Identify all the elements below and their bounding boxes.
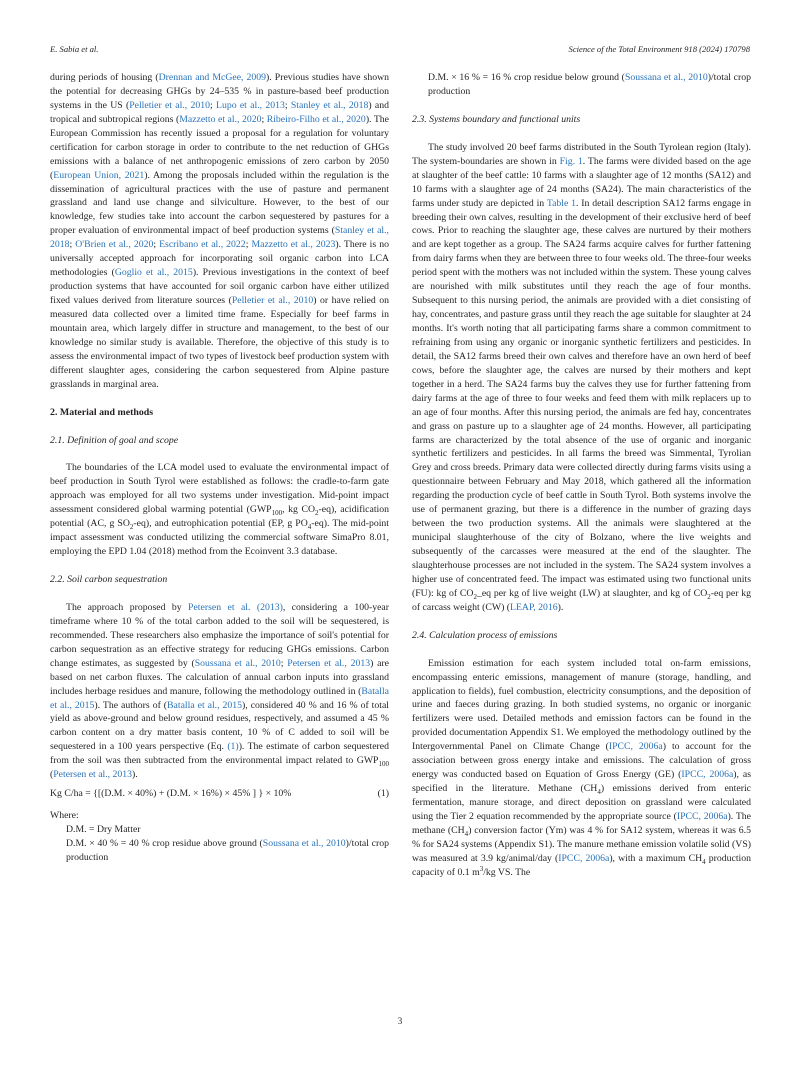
equation-1-formula: Kg C/ha = {[(D.M. × 40%) + (D.M. × 16%) × 45% ] } × 10% bbox=[50, 788, 292, 800]
citation-link[interactable]: IPCC, 2006a bbox=[676, 810, 728, 822]
section-2-2-paragraph: The approach proposed by Petersen et al. (2013), considering a 100-year timeframe where 10 % of the total carbon added to the soil will be sequestered, is recommended. These researchers also emphasize the importance of soil's potential for carbon sequestration as an effective strategy for reducing GHGs emissions. Carbon change estimates, as suggested by (Soussana et al., 2010; Petersen et al., 2013) are based on net carbon fluxes. The calculation of annual carbon inputs into grassland includes herbage residues and manure, following the methodology outlined in (Batalla et al., 2015). The authors of (Batalla et al., 2015), considered 40 % and 16 % of total yield as above-ground and below ground residues, respectively, and assumed a 45 % carbon content on a dry matter basis content, 10 % of C added to soil will be sequestered in a 100 years perspective (Eq. (1)). The estimate of carbon sequestered from the soil was then subtracted from the environmental impact related to $GWP_{100}$ (Petersen et al., 2013). bbox=[50, 601, 389, 781]
definition-dry-matter: D.M. = Dry Matter bbox=[66, 824, 141, 836]
citation-link[interactable]: Ribeiro-Filho et al., 2020 bbox=[266, 113, 366, 125]
section-2-2-heading: 2.2. Soil carbon sequestration bbox=[50, 574, 168, 585]
definition-below-ground-residue: D.M. × 16 % = 16 % crop residue below ground (Soussana et al., 2010)/total crop production bbox=[428, 72, 751, 97]
citation-link[interactable]: O'Brien et al., 2020 bbox=[75, 239, 154, 251]
citation-link[interactable]: Goglio et al., 2015 bbox=[114, 267, 193, 279]
section-2-1-heading: 2.1. Definition of goal and scope bbox=[50, 434, 179, 446]
citation-link[interactable]: Petersen et al., 2013 bbox=[53, 769, 133, 781]
citation-link[interactable]: Soussana et al., 2010 bbox=[194, 657, 281, 669]
citation-link[interactable]: Escribano et al., 2022 bbox=[159, 239, 246, 251]
citation-link[interactable]: Pelletier et al., 2010 bbox=[129, 99, 210, 111]
right-column bbox=[412, 71, 751, 880]
citation-link[interactable]: (1) bbox=[227, 741, 239, 753]
equation-1-number: (1) bbox=[377, 788, 389, 800]
intro-continuation-paragraph: during periods of housing (Drennan and McGee, 2009). Previous studies have shown the potential for decreasing GHGs by 24–535 % in pasture-based beef production systems in the US (Pelletier et al., 2010; Lupo et al., 2013; Stanley et al., 2018) and tropical and subtropical regions (Mazzetto et al., 2020; Ribeiro-Filho et al., 2020). The European Commission has recently issued a proposal for a regulation for voluntary certification for carbon storage in order to contribute to the net reduction of GHGs emissions with a balance of net anthropogenic emissions of zero carbon by 2050 (European Union, 2021). Among the proposals included within the regulation is the dissemination of agricultural practices with the use of pasture and permanent grassland and land use change and silviculture. However, to the best of our knowledge, few studies take into account the carbon sequestered by pastures for a proper evaluation of environmental impact of beef production systems (Stanley et al., 2018; O'Brien et al., 2020; Escribano et al., 2022; Mazzetto et al., 2023). There is no universally accepted approach for incorporating soil organic carbon into LCA methodologies (Goglio et al., 2015). Previous investigations in the context of beef production systems that have accounted for soil organic carbon have either utilized fixed values derived from literature sources (Pelletier et al., 2010) or have relied on measured data collected over a limited time frame. Especially for beef farms in mountain area, which largely differ in structure and management, to the best of our knowledge no similar study is available. Therefore, the objective of this study is to assess the environmental impact of two types of livestock beef production system with different slaughter ages, considering the carbon sequestered from Alpine pasture grasslands in marginal area. bbox=[50, 72, 390, 390]
section-2-1-paragraph: The boundaries of the LCA model used to evaluate the environmental impact of beef production in South Tyrol were established as follows: the cradle-to-farm gate approach was employed for all two systems under investigation. Mid-point impact assessment considered global warming potential ($GWP_{100}$, kg $CO_2-eq$), acidification potential (AC, g $SO_2-eq$), and eutrophication potential (EP, g $PO_4-eq$). The mid-point impact assessment was conducted utilizing the commercial software SimaPro 8.01, employing the EPD 1.04 (2018) method from the Ecoinvent 3.3 database. bbox=[50, 462, 390, 558]
section-2-heading: 2. Material and methods bbox=[50, 406, 154, 418]
citation-link[interactable]: Lupo et al., 2013 bbox=[215, 99, 285, 111]
left-column bbox=[50, 71, 389, 865]
citation-link[interactable]: Soussana et al., 2010 bbox=[624, 72, 708, 83]
citation-link[interactable]: IPCC, 2006a bbox=[558, 852, 610, 864]
citation-link[interactable]: Pelletier et al., 2010 bbox=[231, 295, 314, 306]
citation-link[interactable]: LEAP, 2016 bbox=[510, 601, 558, 613]
definition-above-ground-residue: D.M. × 40 % = 40 % crop residue above ground (Soussana et al., 2010)/total crop production bbox=[66, 838, 389, 863]
section-2-3-heading: 2.3. Systems boundary and functional units bbox=[412, 113, 581, 125]
citation-link[interactable]: Mazzetto et al., 2023 bbox=[251, 239, 336, 251]
section-2-4-heading: 2.4. Calculation process of emissions bbox=[412, 629, 558, 641]
section-2-4-paragraph: Emission estimation for each system included total on-farm emissions, encompassing enteric emissions, management of manure (storage, handling, and application to fields), fuel combustion, electricity consumptions, and the deposition of urine and faeces during grazing. In both studied systems, no organic or inorganic fertilizers were used. Detailed methods and emission factors can be found in the provided documentation Appendix S1. We employed the methodology outlined by the Intergovernmental Panel on Climate Change (IPCC, 2006a) to account for the association between gross energy intake and emissions. The calculation of gross energy was conducted based on Equation of Gross Energy (GE) (IPCC, 2006a), as specified in the literature. Methane $(CH_4)$ emissions derived from enteric fermentation, manure storage, and direct deposition on grassland were calculated using the Tier 2 equation recommended by the appropriate source (IPCC, 2006a). The methane $(CH_4)$ conversion factor (Ym) was 4 % for SA12 system, whereas it was 6.5 % for SA24 systems (Appendix S1). The manure methane emission volatile solid (VS) was measured at 3.9 kg/animal/day (IPCC, 2006a), with a maximum $CH_4$ production capacity of 0.1 $m^3/kg$ VS. The bbox=[412, 657, 752, 878]
citation-link[interactable]: Stanley et al., 2018 bbox=[50, 225, 389, 251]
citation-link[interactable]: Stanley et al., 2018 bbox=[290, 99, 369, 111]
page-number: 3 bbox=[397, 1016, 403, 1026]
citation-link[interactable]: Soussana et al., 2010 bbox=[262, 838, 346, 849]
section-2-3-paragraph: The study involved 20 beef farms distributed in the South Tyrolean region (Italy). The system-boundaries are shown in Fig. 1. The farms were divided based on the age at slaughter of the beef cattle: 10 farms with a slaughter age of 12 months (SA12) and 10 farms with a slaughter age of 24 months (SA24). The main characteristics of the farms under study are depicted in Table 1. In detail description SA12 farms engage in breeding their own calves, resulting in the development of their exclusive herd of beef cows. Prior to reaching the slaughter age, these calves are nurtured by their mothers and are kept together as a group. The SA24 farms acquire calves for further fattening from dairy farms when they are between three to four weeks old. The three-four weeks period spent with the mothers was not included within the system. These young calves are nourished with milk substitutes until they reach the age of four months. Subsequent to this nursing period, the animals are provided with a diet consisting of hay, concentrates, and pasture grass until they reach the age suitable for slaughter at 24 months. It's worth noting that all participating farms share a common commitment to refraining from using any organic or inorganic synthetic fertilizers and pesticides. In detail, the SA12 farms breed their own calves and therefore have an own herd of beef cows, before the slaughter age, the calves are nursed by their mothers and kept together in a herd. The SA24 farms buy the calves they use for further fattening from dairy farms at the age of three to four weeks and feed them with milk replacers up to an age of four months. After this nursing period, the animals are fed hay, concentrates and grass on pasture up to a slaughter age of 24 months. However, all participating farms are characterized by the total absence of the use of organic and inorganic synthetic fertilizers and pesticides. In all farms the breed was Simmental, Tyrolian Grey and cross breeds. Primary data were collected directly during farms visits using a questionnaire between February and May 2018, which gathered all the information regarding the production cycle of beef cattle in South Tyrol. Both systems involve the use of permanent grazing, but there is a difference in the number of grazing days between the two production systems. All the animals were slaughtered at the municipal slaughterhouse of the city of Bolzano, where the live weights and subsequently of the carcasses were measured at the end of the slaughter. The slaughterhouse processes are not included in the system. The SA24 system involves a higher use of concentrated feed. The impact was estimated using two functional units (FU): kg of $CO_2\_eq$ per kg of live weight (LW) at slaughter, and kg of $CO_2-eq$ per kg of carcass weight (CW) (LEAP, 2016). bbox=[412, 141, 751, 613]
citation-link[interactable]: Fig. 1 bbox=[559, 155, 583, 167]
citation-link[interactable]: IPCC, 2006a bbox=[681, 769, 734, 781]
citation-link[interactable]: Batalla et al., 2015 bbox=[167, 699, 243, 711]
where-label: Where: bbox=[50, 810, 79, 822]
citation-link[interactable]: IPCC, 2006a bbox=[608, 741, 663, 753]
citation-link[interactable]: European Union, 2021 bbox=[53, 169, 145, 181]
citation-link[interactable]: Mazzetto et al., 2020 bbox=[179, 113, 262, 125]
citation-link[interactable]: Petersen et al. (2013) bbox=[188, 601, 283, 613]
citation-link[interactable]: Batalla et al., 2015 bbox=[50, 685, 389, 711]
citation-link[interactable]: Petersen et al., 2013 bbox=[287, 657, 371, 669]
running-header-journal: Science of the Total Environment 918 (2024) 170798 bbox=[568, 44, 750, 54]
citation-link[interactable]: Drennan and McGee, 2009 bbox=[158, 72, 267, 83]
running-header-authors: E. Sabia et al. bbox=[50, 44, 99, 54]
equation-1 bbox=[50, 787, 389, 801]
citation-link[interactable]: Table 1 bbox=[546, 197, 577, 209]
